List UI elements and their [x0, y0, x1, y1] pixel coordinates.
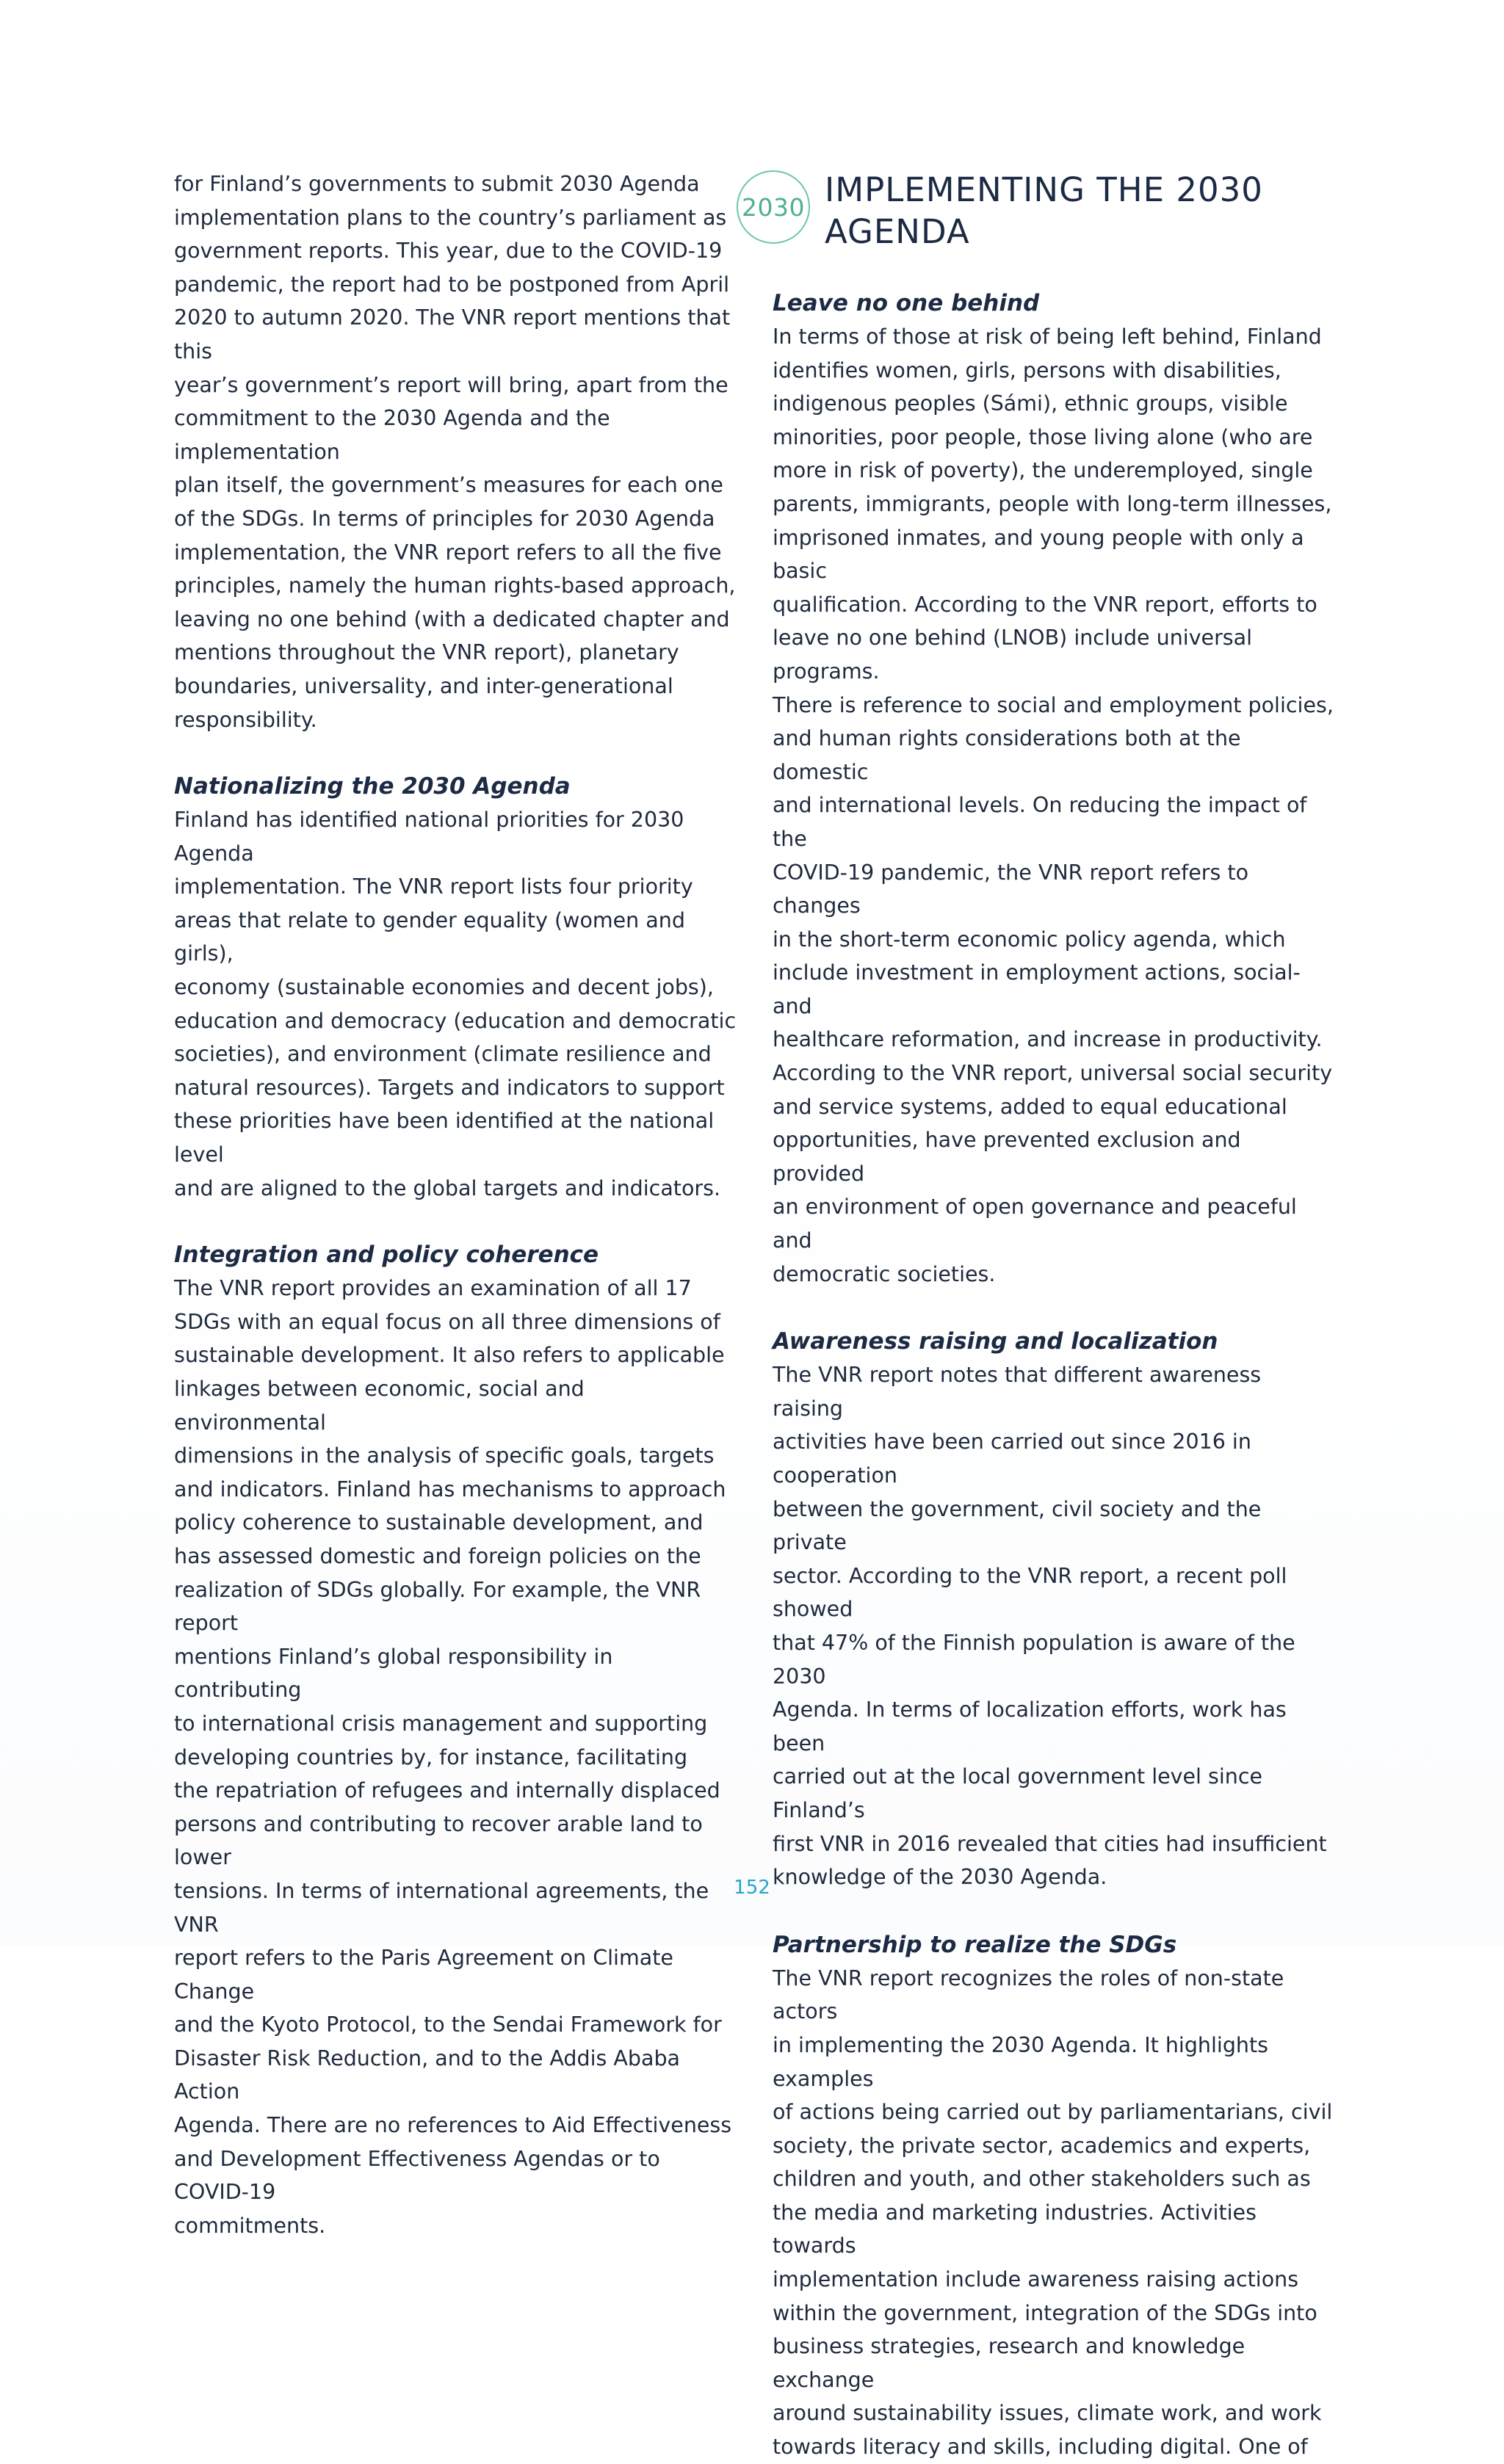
partnership-heading: Partnership to realize the SDGs [773, 1931, 1177, 1958]
section-header [737, 169, 1398, 257]
agenda-2030-badge-icon [737, 170, 810, 244]
integration-heading: Integration and policy coherence [174, 1242, 599, 1269]
right-column [773, 286, 1338, 2464]
nationalizing-heading: Nationalizing the 2030 Agenda [174, 773, 571, 800]
lnob-heading: Leave no one behind [773, 290, 1040, 316]
left-column [174, 167, 740, 2242]
intro-paragraph: for Finland’s governments to submit 2030 Agenda implementation plans to the country’s parliament as government reports. This year, due to the COVID-19 pandemic, the report had to be postponed from April 2020 to autumn 2020. The VNR report mentions that this year’s government’s report will bring, apart from the commitment to the 2030 Agenda and the implementation plan itself, the government’s measures for each one of the SDGs. In terms of principles for 2030 Agenda implementation, the VNR report refers to all the five principles, namely the human rights-based approach, leaving no one behind (with a dedicated chapter and mentions throughout the VNR report), planetary boundaries, universality, and inter-generational responsibility. [174, 172, 736, 732]
lnob-paragraph: In terms of those at risk of being left behind, Finland identifies women, girls, persons with disabilities, indigenous peoples (Sámi), ethnic groups, visible minorities, poor people, those living alone (who are more in risk of poverty), the underemployed, single parents, immigrants, people with long-term illnesses, imprisoned inmates, and young people with only a basic qualification. According to the VNR report, efforts to leave no one behind (LNOB) include universal programs. There is reference to social and employment policies, and human rights considerations both at the domestic and international levels. On reducing the impact of the COVID-19 pandemic, the VNR report refers to changes in the short-term economic policy agenda, which include investment in employment actions, social- and healthcare reformation, and increase in productivity. According to the VNR report, universal social security and service systems, added to equal educational opportunities, have prevented exclusion and provided an environment of open governance and peaceful and democratic societies. [773, 325, 1334, 1286]
awareness-paragraph: The VNR report notes that different awareness raising activities have been carried out since 2016 in cooperation between the government, civil society and the private sector. According to the VNR report, a recent poll showed that 47% of the Finnish population is aware of the 2030 Agenda. In terms of localization efforts, work has been carried out at the local government level since Finland’s first VNR in 2016 revealed that cities had insufficient knowledge of the 2030 Agenda. [773, 1363, 1327, 1890]
awareness-heading: Awareness raising and localization [773, 1328, 1218, 1355]
integration-paragraph: The VNR report provides an examination of all 17 SDGs with an equal focus on all three dimensions of sustainable development. It also refers to applicable linkages between economic, social and environmental dimensions in the analysis of specific goals, targets and indicators. Finland has mechanisms to approach policy coherence to sustainable development, and has assessed domestic and foreign policies on the realization of SDGs globally. For example, the VNR report mentions Finland’s global responsibility in contributing to international crisis management and supporting developing countries by, for instance, facilitating the repatriation of refugees and internally displaced persons and contributing to recover arable land to lower tensions. In terms of international agreements, the VNR report refers to the Paris Agreement on Climate Change and the Kyoto Protocol, to the Sendai Framework for Disaster Risk Reduction, and to the Addis Ababa Action Agenda. There are no references to Aid Effectiveness and Development Effectiveness Agendas or to COVID-19 commitments. [174, 1276, 732, 2238]
page-number: 152 [734, 1877, 770, 1899]
section-title: IMPLEMENTING THE 2030 AGENDA [825, 170, 1263, 251]
partnership-paragraph: The VNR report recognizes the roles of non-state actors in implementing the 2030 Agenda. It highlights examples of actions being carried out by parliamentarians, civil society, the private sector, academics and experts, children and youth, and other stakeholders such as the media and marketing industries. Activities towards implementation include awareness raising actions within the government, integration of the SDGs into business strategies, research and knowledge exchange around sustainability issues, climate work, and work towards literacy and skills, including digital. One of [773, 1965, 1333, 2460]
nationalizing-paragraph: Finland has identified national priorities for 2030 Agenda implementation. The VNR report lists four priority areas that relate to gender equality (women and girls), economy (sustainable economies and decent jobs), education and democracy (education and democratic societies), and environment (climate resilience and natural resources). Targets and indicators to support these priorities have been identified at the national level and are aligned to the global targets and indicators. [174, 808, 737, 1200]
badge-label: 2030 [742, 192, 805, 222]
